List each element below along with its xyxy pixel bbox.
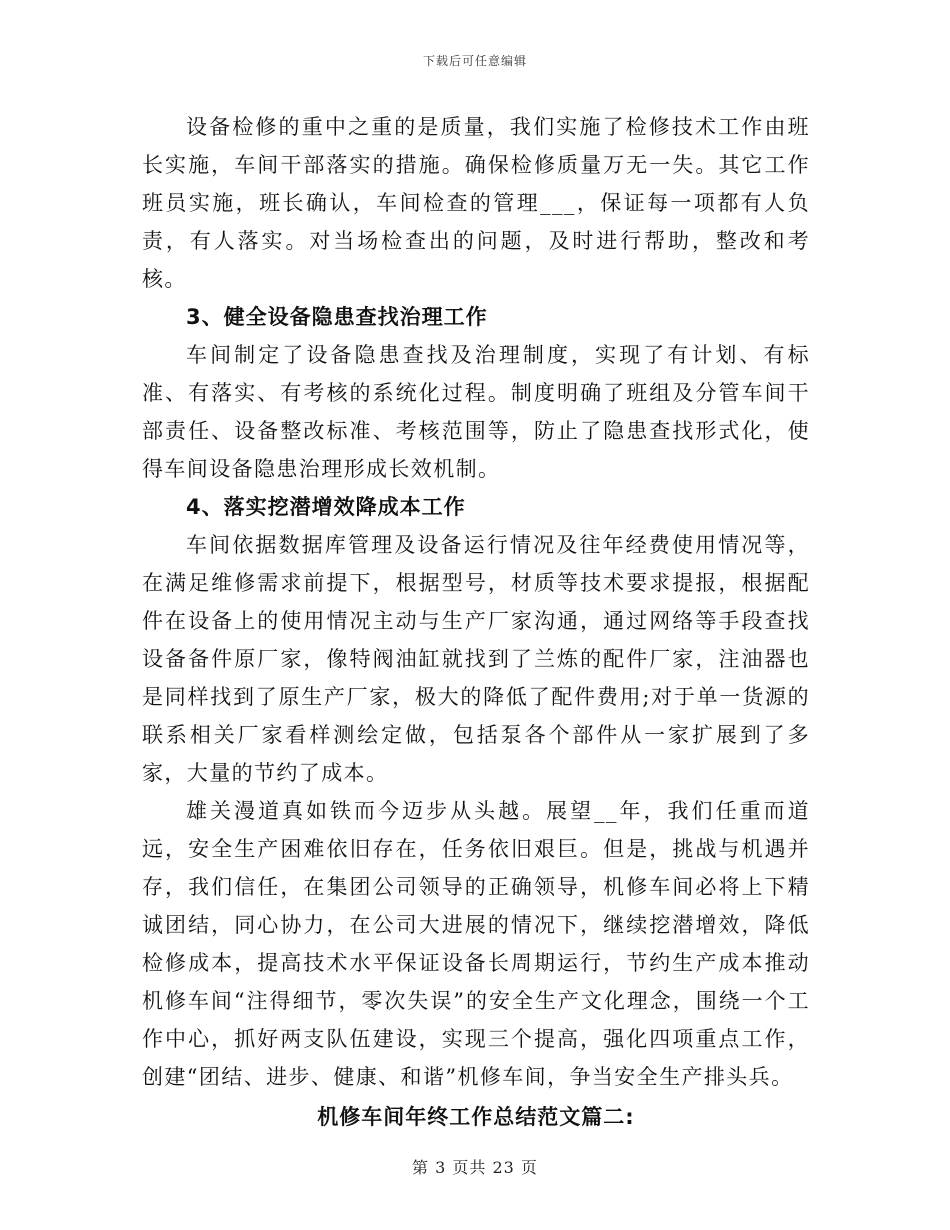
page-number: 第 3 页共 23 页 — [412, 1158, 538, 1177]
paragraph-quality: 设备检修的重中之重的是质量，我们实施了检修技术工作由班长实施，车间干部落实的措施。确保检修质量万无一失。其它工作班员实施，班长确认，车间检查的管理___，保证每一项都有人负责，有人落实。对当场检查出的问题，及时进行帮助，整改和考核。 — [142, 115, 810, 291]
header-note: 下载后可任意编辑 — [422, 54, 527, 68]
heading-hazard-governance: 3、健全设备隐患查找治理工作 — [186, 305, 488, 329]
paragraph-hazard: 车间制定了设备隐患查找及治理制度，实现了有计划、有标准、有落实、有考核的系统化过程。制度明确了班组及分管车间干部责任、设备整改标准、考核范围等，防止了隐患查找形式化，使得车间设备隐患治理形成长效机制。 — [142, 343, 810, 481]
document-body — [142, 108, 810, 1136]
paragraph-outlook: 雄关漫道真如铁而今迈步从头越。展望__年，我们任重而道远，安全生产困难依旧存在，任务依旧艰巨。但是，挑战与机遇并存，我们信任，在集团公司领导的正确领导，机修车间必将上下精诚团结，同心协力，在公司大进展的情况下，继续挖潜增效，降低检修成本，提高技术水平保证设备长周期运行，节约生产成本推动机修车间“注得细节，零次失误”的安全生产文化理念，围绕一个工作中心，抓好两支队伍建设，实现三个提高，强化四项重点工作，创建“团结、进步、健康、和谐”机修车间，争当安全生产排头兵。 — [142, 799, 810, 1089]
heading-cost-reduction: 4、落实挖潜增效降成本工作 — [186, 495, 466, 519]
section-title: 机修车间年终工作总结范文篇二: — [317, 1105, 635, 1129]
paragraph-cost: 车间依据数据库管理及设备运行情况及往年经费使用情况等，在满足维修需求前提下，根据型号，材质等技术要求提报，根据配件在设备上的使用情况主动与生产厂家沟通，通过网络等手段查找设备备件原厂家，像特阀油缸就找到了兰炼的配件厂家，注油器也是同样找到了原生产厂家，极大的降低了配件费用;对于单一货源的联系相关厂家看样测绘定做，包括泵各个部件从一家扩展到了多家，大量的节约了成本。 — [142, 533, 810, 785]
